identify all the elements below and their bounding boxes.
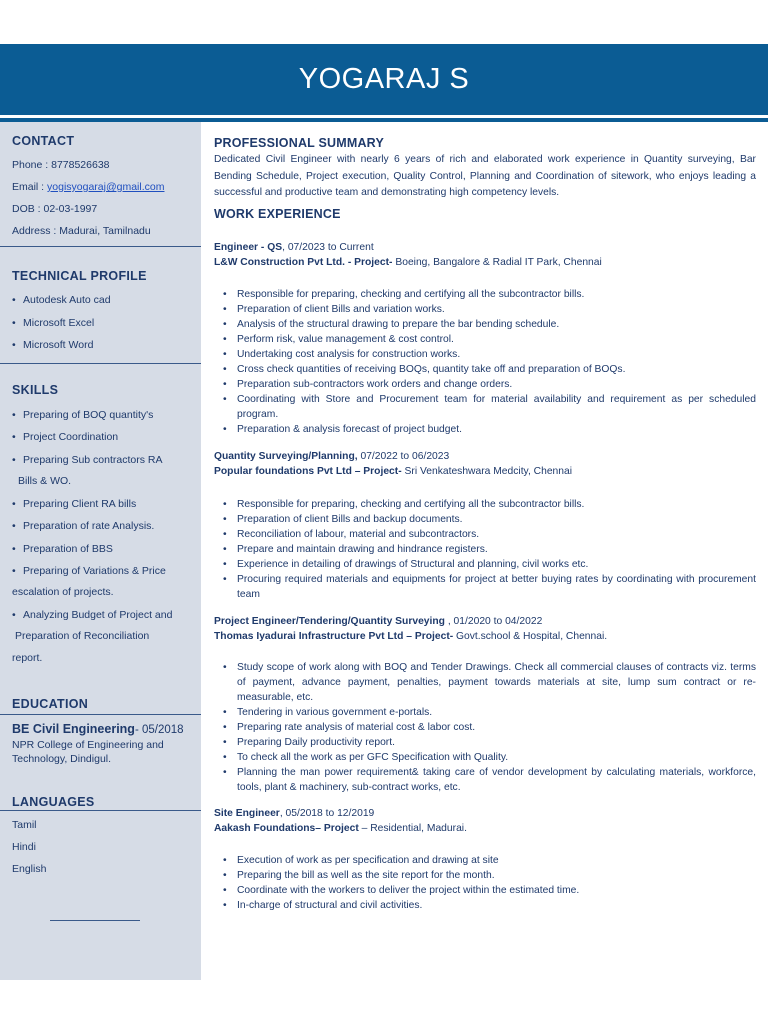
contact-divider: [0, 246, 201, 247]
job-duties: [214, 660, 756, 795]
duty-item: • In-charge of structural and civil activities.: [214, 898, 756, 913]
skill-line: • Project Coordination: [12, 431, 119, 443]
language-item: Tamil: [12, 819, 37, 831]
job-duties: [214, 497, 756, 602]
duty-item: • Tendering in various government e-portals.: [214, 705, 756, 720]
technical-item: • Microsoft Word: [12, 339, 94, 351]
skill-line: Bills & WO.: [18, 475, 72, 487]
job-role: Quantity Surveying/Planning, 07/2022 to 06/2023: [214, 451, 450, 462]
duty-item: • Experience in detailing of drawings of Structural and planning, civil works etc.: [214, 557, 756, 572]
email-label: Email :: [12, 181, 48, 193]
duty-item: • Preparation of client Bills and backup documents.: [214, 512, 756, 527]
contact-phone: Phone : 8778526638: [12, 159, 110, 171]
contact-email: [12, 181, 164, 193]
education-degree: BE Civil Engineering- 05/2018: [12, 722, 184, 736]
duty-item: • Reconciliation of labour, material and subcontractors.: [214, 527, 756, 542]
duty-item: • Preparing rate analysis of material cost & labor cost.: [214, 720, 756, 735]
duty-item: • Coordinate with the workers to deliver the project within the estimated time.: [214, 883, 756, 898]
duty-item: • Preparing Daily productivity report.: [214, 735, 756, 750]
language-item: English: [12, 863, 47, 875]
duty-item: • Preparation & analysis forecast of project budget.: [214, 422, 756, 437]
duty-item: • Planning the man power requirement& taking care of vendor development by calculating materials, workforce, tools, plant & machinery, sub-contract works, etc.: [214, 765, 756, 795]
technical-title: TECHNICAL PROFILE: [12, 269, 147, 283]
duty-item: • Cross check quantities of receiving BOQs, quantity take off and preparation of BOQs.: [214, 362, 756, 377]
job-company: Aakash Foundations– Project – Residential, Madurai.: [214, 823, 467, 834]
sidebar: [0, 122, 201, 980]
languages-title: LANGUAGES: [12, 795, 95, 809]
sidebar-footer-rule: [50, 920, 140, 921]
duty-item: • Perform risk, value management & cost control.: [214, 332, 756, 347]
experience-title: WORK EXPERIENCE: [214, 207, 341, 221]
education-title: EDUCATION: [12, 697, 89, 711]
technical-divider: [0, 363, 201, 364]
email-link[interactable]: yogisyogaraj@gmail.com: [47, 181, 165, 193]
job-company: L&W Construction Pvt Ltd. - Project- Boeing, Bangalore & Radial IT Park, Chennai: [214, 257, 602, 268]
skills-title: SKILLS: [12, 383, 59, 397]
duty-item: • Coordinating with Store and Procurement team for material availability and requirement as per scheduled program.: [214, 392, 756, 422]
contact-title: CONTACT: [12, 134, 75, 148]
job-role: Site Engineer, 05/2018 to 12/2019: [214, 808, 375, 819]
duty-item: • Responsible for preparing, checking and certifying all the subcontractor bills.: [214, 287, 756, 302]
language-item: Hindi: [12, 841, 36, 853]
education-divider: [0, 714, 201, 715]
job-role: Project Engineer/Tendering/Quantity Surveying , 01/2020 to 04/2022: [214, 616, 543, 627]
skill-line: escalation of projects.: [12, 586, 114, 598]
skill-line: • Preparing of Variations & Price: [12, 565, 166, 577]
languages-divider: [0, 810, 201, 811]
skill-line: • Preparing Client RA bills: [12, 498, 137, 510]
duty-item: • Undertaking cost analysis for construction works.: [214, 347, 756, 362]
job-company: Thomas Iyadurai Infrastructure Pvt Ltd – Project- Govt.school & Hospital, Chennai.: [214, 631, 608, 642]
education-college: NPR College of Engineering and: [12, 739, 164, 751]
job-role: Engineer - QS, 07/2023 to Current: [214, 242, 374, 253]
candidate-name: YOGARAJ S: [298, 63, 470, 95]
skill-line: • Preparing Sub contractors RA: [12, 454, 163, 466]
job-duties: [214, 853, 756, 913]
skill-line: • Preparing of BOQ quantity's: [12, 409, 154, 421]
job-duties: [214, 287, 756, 437]
duty-item: • Prepare and maintain drawing and hindrance registers.: [214, 542, 756, 557]
technical-item: • Microsoft Excel: [12, 317, 95, 329]
skill-line: • Preparation of rate Analysis.: [12, 520, 155, 532]
duty-item: • Procuring required materials and equipments for project at better buying rates by coordinating with procurement team: [214, 572, 756, 602]
contact-dob: DOB : 02-03-1997: [12, 203, 98, 215]
skill-line: report.: [12, 652, 43, 664]
duty-item: • To check all the work as per GFC Specification with Quality.: [214, 750, 756, 765]
duty-item: • Preparing the bill as well as the site report for the month.: [214, 868, 756, 883]
summary-text: Dedicated Civil Engineer with nearly 6 years of rich and elaborated work experience in Quantity surveying, Bar Bending Schedule, Project execution, Quality Control, Planning and Coordination of sitework, who enjoys leading a successful and productive team and demonstrating high competency levels.: [214, 154, 756, 198]
skill-line: • Analyzing Budget of Project and: [12, 609, 173, 621]
duty-item: • Preparation sub-contractors work orders and change orders.: [214, 377, 756, 392]
technical-item: • Autodesk Auto cad: [12, 294, 111, 306]
skill-line: Preparation of Reconciliation: [15, 630, 150, 642]
duty-item: • Analysis of the structural drawing to prepare the bar bending schedule.: [214, 317, 756, 332]
job-company: Popular foundations Pvt Ltd – Project- Sri Venkateshwara Medcity, Chennai: [214, 466, 573, 477]
contact-address: Address : Madurai, Tamilnadu: [12, 225, 151, 237]
education-college: Technology, Dindigul.: [12, 753, 112, 765]
duty-item: • Preparation of client Bills and variation works.: [214, 302, 756, 317]
duty-item: • Execution of work as per specification and drawing at site: [214, 853, 756, 868]
summary-title: PROFESSIONAL SUMMARY: [214, 136, 384, 150]
duty-item: • Study scope of work along with BOQ and Tender Drawings. Check all commercial clauses of contracts viz. terms of payment, advance payment, penalties, payment towards materials at site, lump sum contract or re- measurable, etc.: [214, 660, 756, 705]
duty-item: • Responsible for preparing, checking and certifying all the subcontractor bills.: [214, 497, 756, 512]
skill-line: • Preparation of BBS: [12, 543, 113, 555]
